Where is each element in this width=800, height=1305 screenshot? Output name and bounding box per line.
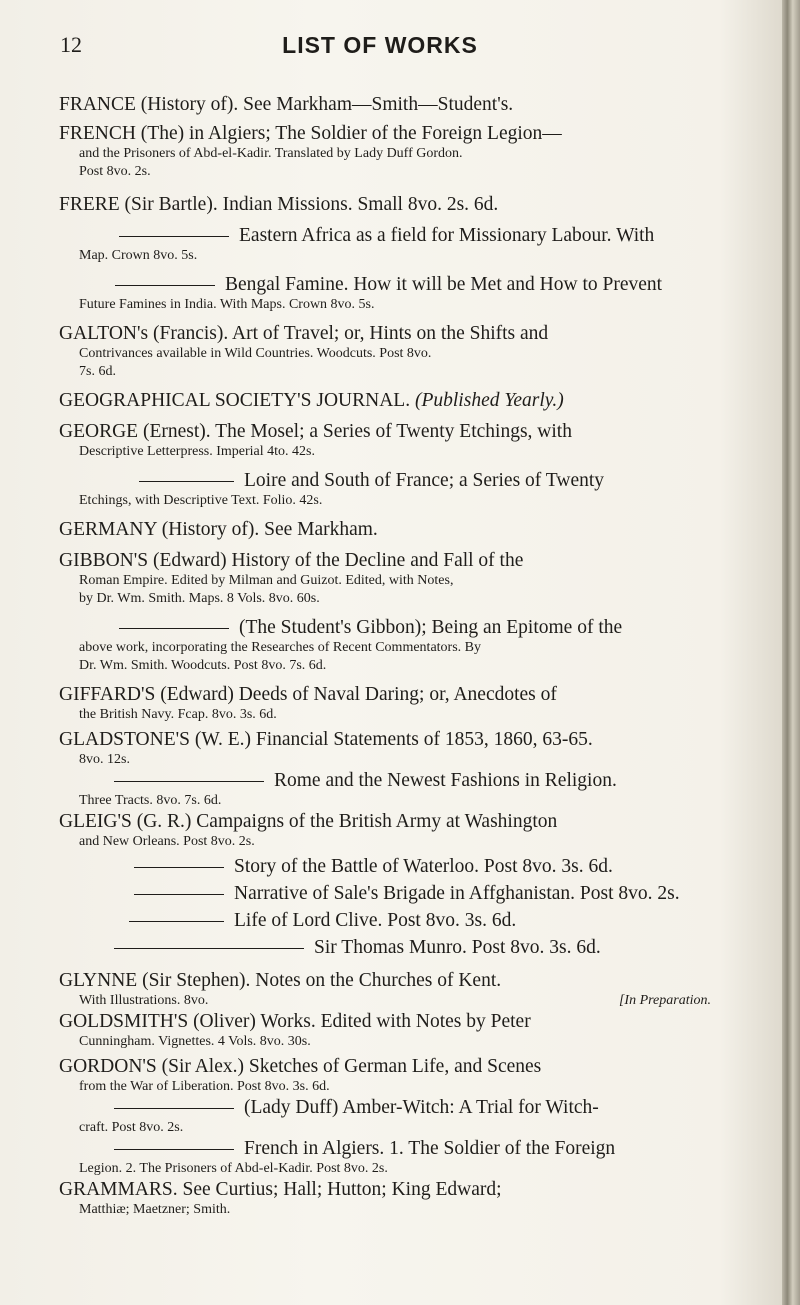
entry-france <box>59 93 711 116</box>
entry-detail: from the War of Liberation. Post 8vo. 3s. 6d. <box>79 1079 330 1094</box>
entry-frere-africa <box>59 224 711 265</box>
page-number: 12 <box>60 32 82 57</box>
entry-detail: With Illustrations. 8vo. <box>79 993 209 1008</box>
entry-heading: (The Student's Gibbon); Being an Epitome of the <box>239 617 623 638</box>
entry-heading: FRENCH (The) in Algiers; The Soldier of the Foreign Legion— <box>59 123 562 144</box>
entry-goldsmith <box>59 1010 711 1051</box>
entry-heading: Rome and the Newest Fashions in Religion. <box>274 770 617 791</box>
entry-heading: GLADSTONE'S (W. E.) Financial Statements of 1853, 1860, 63-65. <box>59 729 593 750</box>
entry-detail: craft. Post 8vo. 2s. <box>79 1120 184 1135</box>
entry-gladstone-rome <box>59 769 711 810</box>
entry-detail: 8vo. 12s. <box>79 752 130 767</box>
entry-heading: (Lady Duff) Amber-Witch: A Trial for Witch- <box>244 1097 599 1118</box>
entry-heading: GORDON'S (Sir Alex.) Sketches of German Life, and Scenes <box>59 1056 542 1077</box>
entry-gleig-munro <box>59 936 711 959</box>
entry-note: (Published Yearly.) <box>414 390 564 411</box>
entry-heading: GEOGRAPHICAL SOCIETY'S JOURNAL. <box>59 390 411 411</box>
entry-detail: Post 8vo. 2s. <box>79 164 151 179</box>
entries-list <box>59 93 711 1219</box>
entry-heading: GIFFARD'S (Edward) Deeds of Naval Daring; or, Anecdotes of <box>59 684 557 705</box>
page-edge <box>782 0 800 1305</box>
entry-gleig-clive <box>59 909 711 932</box>
entry-gibbon-student <box>59 616 711 675</box>
entry-glynne <box>59 969 711 1010</box>
entry-detail: Cunningham. Vignettes. 4 Vols. 8vo. 30s. <box>79 1034 311 1049</box>
entry-heading: Life of Lord Clive. Post 8vo. 3s. 6d. <box>234 910 517 931</box>
entry-gladstone <box>59 728 711 769</box>
entry-detail: Contrivances available in Wild Countries. Woodcuts. Post 8vo. <box>79 346 432 361</box>
entry-gordon <box>59 1055 711 1096</box>
entry-heading: GIBBON'S (Edward) History of the Decline and Fall of the <box>59 550 524 571</box>
entry-heading: GOLDSMITH'S (Oliver) Works. Edited with Notes by Peter <box>59 1011 531 1032</box>
entry-heading: FRERE (Sir Bartle). Indian Missions. Small 8vo. 2s. 6d. <box>59 194 499 215</box>
entry-detail: and the Prisoners of Abd-el-Kadir. Translated by Lady Duff Gordon. <box>79 146 463 161</box>
entry-heading: Narrative of Sale's Brigade in Affghanistan. Post 8vo. 2s. <box>234 883 680 904</box>
entry-grammars <box>59 1178 711 1219</box>
entry-heading: Loire and South of France; a Series of Twenty <box>244 470 605 491</box>
entry-french <box>59 122 711 181</box>
entry-detail: Map. Crown 8vo. 5s. <box>79 248 198 263</box>
entry-detail: Etchings, with Descriptive Text. Folio. 42s. <box>79 493 323 508</box>
entry-detail: Roman Empire. Edited by Milman and Guizot. Edited, with Notes, <box>79 573 454 588</box>
entry-george-loire <box>59 469 711 510</box>
entry-giffard <box>59 683 711 724</box>
entry-germany <box>59 518 711 541</box>
entry-frere <box>59 193 711 216</box>
entry-heading: FRANCE (History of). See Markham—Smith—Student's. <box>59 94 514 115</box>
page-header <box>60 26 700 66</box>
entry-detail: Descriptive Letterpress. Imperial 4to. 42s. <box>79 444 315 459</box>
entry-detail: Dr. Wm. Smith. Woodcuts. Post 8vo. 7s. 6d. <box>79 658 327 673</box>
entry-heading: Sir Thomas Munro. Post 8vo. 3s. 6d. <box>314 937 601 958</box>
entry-heading: Bengal Famine. How it will be Met and How to Prevent <box>225 274 663 295</box>
entry-heading: GRAMMARS. See Curtius; Hall; Hutton; King Edward; <box>59 1179 502 1200</box>
entry-detail: the British Navy. Fcap. 8vo. 3s. 6d. <box>79 707 277 722</box>
entry-heading: GEORGE (Ernest). The Mosel; a Series of Twenty Etchings, with <box>59 421 572 442</box>
entry-heading: Story of the Battle of Waterloo. Post 8vo. 3s. 6d. <box>234 856 613 877</box>
entry-detail: by Dr. Wm. Smith. Maps. 8 Vols. 8vo. 60s. <box>79 591 320 606</box>
entry-heading: Eastern Africa as a field for Missionary Labour. With <box>239 225 655 246</box>
entry-gleig <box>59 810 711 851</box>
entry-geographical <box>59 389 711 412</box>
entry-gibbon <box>59 549 711 608</box>
entry-detail: above work, incorporating the Researches of Recent Commentators. By <box>79 640 481 655</box>
entry-gleig-sale <box>59 882 711 905</box>
entry-heading: GALTON's (Francis). Art of Travel; or, Hints on the Shifts and <box>59 323 549 344</box>
entry-detail: 7s. 6d. <box>79 364 116 379</box>
entry-gleig-waterloo <box>59 855 711 878</box>
entry-detail: Three Tracts. 8vo. 7s. 6d. <box>79 793 222 808</box>
entry-detail: and New Orleans. Post 8vo. 2s. <box>79 834 255 849</box>
entry-gordon-amber <box>59 1096 711 1137</box>
entry-detail: Matthiæ; Maetzner; Smith. <box>79 1202 231 1217</box>
entry-frere-bengal <box>59 273 711 314</box>
entry-george <box>59 420 711 461</box>
entry-heading: GLYNNE (Sir Stephen). Notes on the Churches of Kent. <box>59 970 502 991</box>
entry-galton <box>59 322 711 381</box>
entry-heading: GLEIG'S (G. R.) Campaigns of the British Army at Washington <box>59 811 558 832</box>
entry-detail: Future Famines in India. With Maps. Crown 8vo. 5s. <box>79 297 375 312</box>
page-title: LIST OF WORKS <box>282 32 478 58</box>
entry-heading: French in Algiers. 1. The Soldier of the Foreign <box>244 1138 616 1159</box>
entry-note: [In Preparation. <box>618 993 711 1008</box>
entry-heading: GERMANY (History of). See Markham. <box>59 519 378 540</box>
entry-gordon-french <box>59 1137 711 1178</box>
entry-detail: Legion. 2. The Prisoners of Abd-el-Kadir. Post 8vo. 2s. <box>79 1161 388 1176</box>
